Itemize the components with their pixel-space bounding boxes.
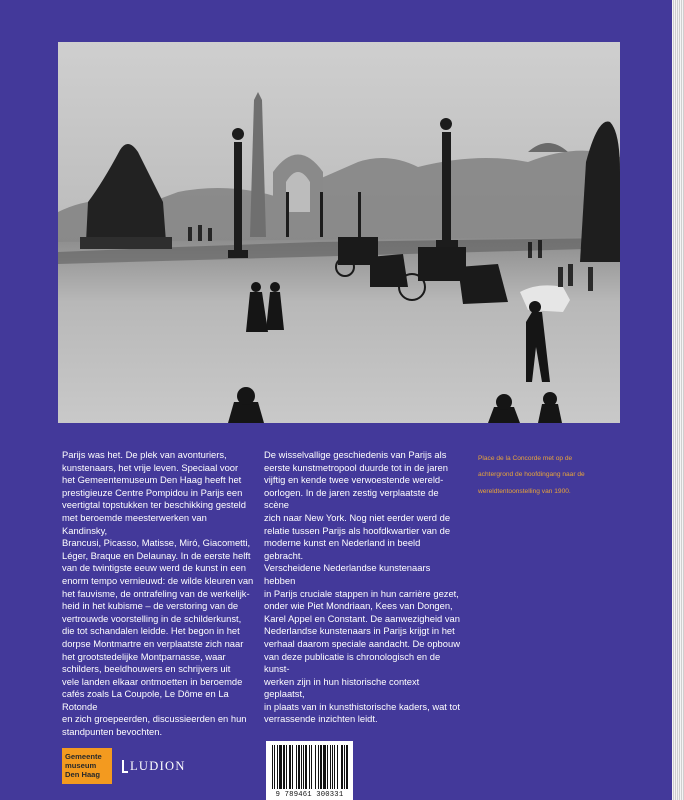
text-line: prestigieuze Centre Pompidou in Parijs een <box>62 486 243 498</box>
text-line: dorpse Montmartre en verplaatste zich naar <box>62 637 244 649</box>
barcode-bar <box>279 745 282 789</box>
barcode-bar <box>344 745 345 789</box>
ludion-wordmark: LUDION <box>130 758 186 773</box>
page-edges <box>672 0 684 800</box>
barcode-bar <box>305 745 307 789</box>
barcode-bar <box>309 745 310 789</box>
text-line: verhaal daarom speciale aandacht. De opbouw <box>264 637 460 649</box>
barcode-bar <box>320 745 322 789</box>
text-line: werken zijn in hun historische context geplaatst, <box>264 675 420 700</box>
logo-line: museum <box>65 761 97 770</box>
barcode-bar <box>274 745 275 789</box>
barcode-bar <box>330 745 331 789</box>
body-text-column-2 <box>264 449 460 726</box>
caption-line: wereldtentoonstelling van 1900. <box>478 487 571 495</box>
text-line: vertrouwde voorstelling in de schilderkunst, <box>62 612 242 624</box>
text-line: cafés zoals La Coupole, Le Dôme en La Rotonde <box>62 688 229 712</box>
barcode-bar <box>334 745 335 789</box>
logo-line: Den Haag <box>65 770 101 779</box>
barcode-bar <box>296 745 297 789</box>
barcode-bar <box>315 745 316 789</box>
photograph-place-de-la-concorde <box>58 42 620 423</box>
barcode-bar <box>292 745 293 789</box>
barcode-bar <box>303 745 304 789</box>
caption-line: Place de la Concorde met op de <box>478 454 573 462</box>
barcode-bar <box>318 745 319 789</box>
barcode-bar <box>323 745 326 789</box>
barcode-bar <box>311 745 312 789</box>
text-line: van de twintigste eeuw werd de kunst in een <box>62 562 246 574</box>
logo-line: Gemeente <box>65 752 102 761</box>
text-line: eerste kunstmetropool duurde tot in de jaren <box>264 461 448 473</box>
text-line: Brancusi, Picasso, Matisse, Miró, Giacometti, <box>62 537 251 549</box>
text-line: verrassende inzichten leidt. <box>264 713 378 725</box>
text-line: in plaats van in kunsthistorische kaders, wat tot <box>264 700 460 712</box>
text-line: het Gemeentemuseum Den Haag heeft het <box>62 474 242 486</box>
text-line: kunstenaars, het vrije leven. Speciaal voor <box>62 461 239 473</box>
text-line: De wisselvallige geschiedenis van Parijs als <box>264 449 447 460</box>
text-line: die tot schandalen leidde. Het begon in het <box>62 625 240 637</box>
barcode-bar <box>283 745 285 789</box>
barcode-bar <box>346 745 348 789</box>
barcode-icon <box>266 741 353 791</box>
text-line: Verscheidene Nederlandse kunstenaars hebben <box>264 562 431 586</box>
caption-line: achtergrond de hoofdingang naar de <box>478 471 585 479</box>
barcode-bar <box>272 745 273 789</box>
body-text-column-1 <box>62 449 254 739</box>
text-line: het fauvisme, de ontrafeling van de werkelijk- <box>62 587 250 599</box>
barcode-bar <box>337 745 338 789</box>
text-line: met beroemde meesterwerken van Kandinsky, <box>62 511 207 536</box>
text-line: veertigtal topstukken ter beschikking gesteld <box>62 499 246 511</box>
text-line: vijftig en kende twee verwoestende wereld- <box>264 474 444 486</box>
text-line: in Parijs cruciale stappen in hun carrière gezet, <box>264 587 459 599</box>
cover-photograph <box>58 42 620 423</box>
text-line: van deze publicatie is chronologisch en de kunst- <box>264 650 441 675</box>
isbn-number: 9 789461 300331 <box>275 791 344 799</box>
text-line: Léger, Braque en Delaunay. In de eerste helft <box>62 549 251 561</box>
text-line: en zich groepeerden, discussieerden en hun <box>62 713 247 725</box>
text-line: oorlogen. In de jaren zestig verplaatste de scène <box>264 486 439 511</box>
text-line: schilders, beeldhouwers en schrijvers uit <box>62 663 231 675</box>
ludion-logo <box>122 758 186 774</box>
barcode-bar <box>327 745 328 789</box>
gemeentemuseum-logo <box>62 748 112 784</box>
text-line: enorm tempo vernieuwd: de wilde kleuren van <box>62 574 254 586</box>
barcode-bar <box>332 745 333 789</box>
barcode-bar <box>341 745 343 789</box>
text-line: onder wie Piet Mondriaan, Kees van Dongen, <box>264 600 453 612</box>
text-line: zich naar New York. Nog niet eerder werd de <box>264 511 451 523</box>
text-line: het grootstedelijke Montparnasse, waar <box>62 650 226 662</box>
text-line: relatie tussen Parijs als hoofdkwartier van de <box>264 524 451 536</box>
barcode-bar <box>286 745 287 789</box>
photo-caption <box>478 447 620 503</box>
text-line: standpunten bevochten. <box>62 726 163 738</box>
barcode-bar <box>301 745 302 789</box>
ludion-mark-icon <box>122 760 128 773</box>
text-line: Karel Appel en Constant. De aanwezigheid van <box>264 612 460 624</box>
text-line: Nederlandse kunstenaars in Parijs krijgt in het <box>264 625 455 637</box>
text-line: vele landen elkaar ontmoetten in beroemde <box>62 675 243 687</box>
barcode-bar <box>289 745 291 789</box>
barcode-bar <box>298 745 300 789</box>
barcode-bar <box>277 745 278 789</box>
text-line: Parijs was het. De plek van avonturiers, <box>62 449 227 460</box>
text-line: heid in het kubisme – de verstoring van de <box>62 600 239 612</box>
isbn-barcode <box>266 741 353 800</box>
text-line: moderne kunst en Nederland in beeld gebracht. <box>264 537 421 561</box>
